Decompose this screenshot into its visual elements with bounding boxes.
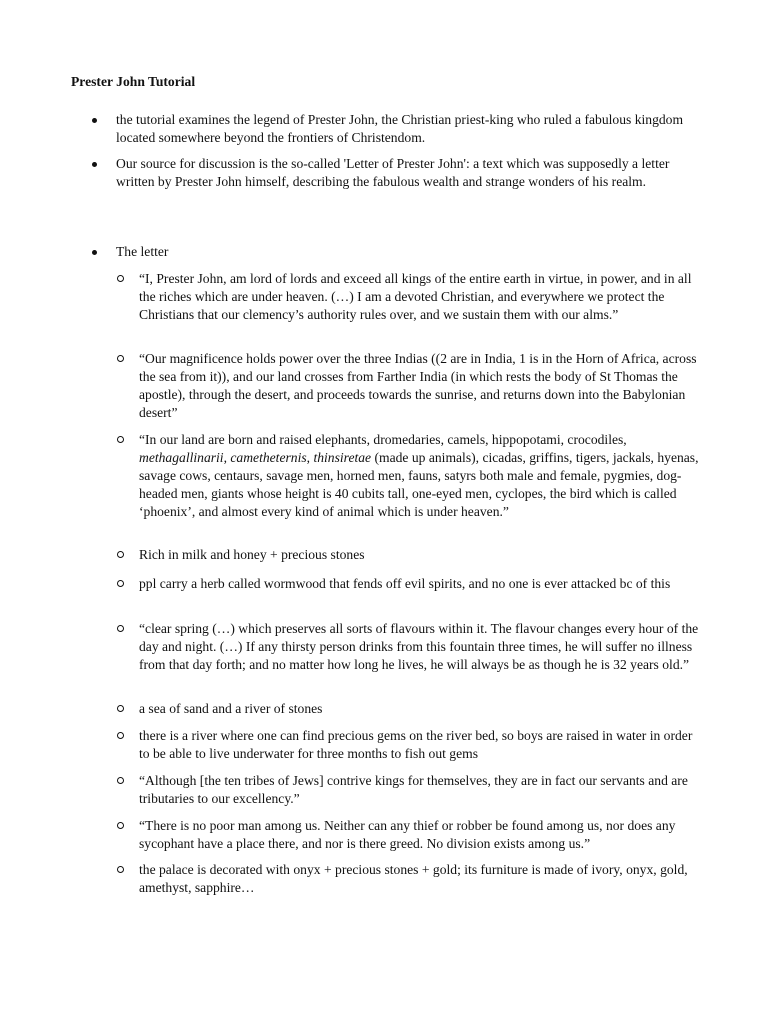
sub-item-text: a sea of sand and a river of stones xyxy=(139,701,323,716)
hollow-bullet-icon xyxy=(117,705,124,712)
bullet-icon xyxy=(92,250,97,255)
sub-item xyxy=(139,620,704,674)
hollow-bullet-icon xyxy=(117,625,124,632)
hollow-bullet-icon xyxy=(117,866,124,873)
sub-item-text xyxy=(139,431,704,521)
sub-item-text: “clear spring (…) which preserves all sorts of flavours within it. The flavour changes every hour of the day and night. (…) If any thirsty person drinks from this fountain three times, he will suffer no illness from that day forth; and no matter how long he lives, he will always be as though he is 32 years old.” xyxy=(139,621,699,672)
bullet-icon xyxy=(92,162,97,167)
hollow-bullet-icon xyxy=(117,732,124,739)
bullet-item xyxy=(116,243,706,261)
document-title: Prester John Tutorial xyxy=(71,74,196,89)
sub-item xyxy=(139,772,704,808)
sub-item xyxy=(139,546,704,564)
comma: , xyxy=(223,450,231,465)
italic-animal-name: thinsiretae xyxy=(313,450,372,465)
bullet-text: Our source for discussion is the so-called 'Letter of Prester John': a text which was supposedly a letter written by Prester John himself, describing the fabulous wealth and strange wonders of his realm. xyxy=(116,156,670,189)
sub-item-text: “There is no poor man among us. Neither can any thief or robber be found among us, nor does any sycophant have a place there, and nor is there greed. No division exists among us.” xyxy=(139,818,676,851)
italic-animal-name: cametheternis xyxy=(230,450,307,465)
hollow-bullet-icon xyxy=(117,436,124,443)
sub-item-text-end: (made up animals), cicadas, griffins, tigers, jackals, hyenas, savage cows, centaurs, savage men, horned men, fauns, satyrs both male and female, pygmies, dog-headed men, giants whose height is 40 cubits tall, one-eyed men, cyclopes, the bird which is called ‘phoenix’, and almost every kind of animal which is under heaven.” xyxy=(139,450,699,519)
sub-item xyxy=(139,727,704,763)
hollow-bullet-icon xyxy=(117,551,124,558)
hollow-bullet-icon xyxy=(117,580,124,587)
sub-item xyxy=(139,817,704,853)
sub-item xyxy=(139,270,704,324)
sub-item-text: “Although [the ten tribes of Jews] contrive kings for themselves, they are in fact our servants and are tributaries to our excellency.” xyxy=(139,773,688,806)
sub-item-text: “Our magnificence holds power over the three Indias ((2 are in India, 1 is in the Horn of Africa, across the sea from it)), and our land crosses from Farther India (in which rests the body of St Thomas the apostle), through the desert, and proceeds towards the sunrise, and returns down into the Babylonian desert” xyxy=(139,351,697,420)
sub-item xyxy=(139,431,704,521)
bullet-text: the tutorial examines the legend of Prester John, the Christian priest-king who ruled a fabulous kingdom located somewhere beyond the frontiers of Christendom. xyxy=(116,112,684,145)
sub-item-text: “I, Prester John, am lord of lords and exceed all kings of the entire earth in virtue, in power, and in all the riches which are under heaven. (…) I am a devoted Christian, and everywhere we protect the Christians that our clemency’s authority rules over, and we sustain them with our alms.” xyxy=(139,271,692,322)
bullet-text: The letter xyxy=(116,244,169,259)
sub-item-text: there is a river where one can find precious gems on the river bed, so boys are raised in water in order to be able to live underwater for three months to fish out gems xyxy=(139,728,693,761)
hollow-bullet-icon xyxy=(117,777,124,784)
sub-item xyxy=(139,350,704,422)
sub-item-text: Rich in milk and honey + precious stones xyxy=(139,547,365,562)
bullet-icon xyxy=(92,118,97,123)
hollow-bullet-icon xyxy=(117,355,124,362)
hollow-bullet-icon xyxy=(117,822,124,829)
bullet-item xyxy=(116,111,706,147)
sub-item-text: the palace is decorated with onyx + precious stones + gold; its furniture is made of ivory, onyx, gold, amethyst, sapphire… xyxy=(139,862,688,895)
sub-item-text: ppl carry a herb called wormwood that fends off evil spirits, and no one is ever attacked bc of this xyxy=(139,576,671,591)
sub-item-text-start: “In our land are born and raised elephants, dromedaries, camels, hippopotami, crocodiles, xyxy=(139,432,627,447)
hollow-bullet-icon xyxy=(117,275,124,282)
sub-item xyxy=(139,861,704,897)
sub-item xyxy=(139,700,704,718)
sub-item xyxy=(139,575,704,593)
bullet-item xyxy=(116,155,706,191)
italic-animal-name: methagallinarii xyxy=(139,450,224,465)
comma: , xyxy=(306,450,314,465)
